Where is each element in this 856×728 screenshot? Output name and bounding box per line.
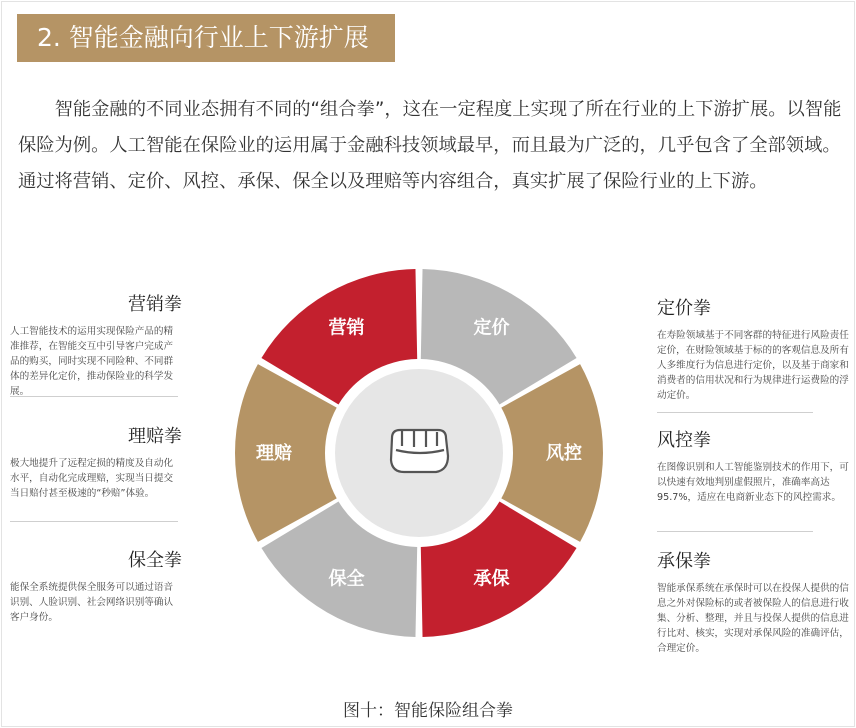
section-title: 2. 智能金融向行业上下游扩展	[17, 14, 395, 62]
underwriting-title: 承保拳	[657, 551, 711, 572]
preservation-desc: 能保全系统提供保全服务可以通过语音识别、人脸识别、社会网络识别等确认客户身份。	[10, 582, 174, 623]
pricing-desc: 在寿险领域基于不同客群的特征进行风险责任定价，在财险领域基于标的的客观信息及所有人多维度行为信息进行定价，以及基于商家和消费者的信用状况和行为规律进行运费险的浮动定价。	[657, 330, 849, 401]
preservation-title: 保全拳	[128, 550, 182, 571]
wheel-segment-label-4: 承保	[473, 568, 510, 590]
intro-text: 智能金融的不同业态拥有不同的“组合拳”，这在一定程度上实现了所在行业的上下游扩展。以智能保险为例。人工智能在保险业的运用属于金融科技领域最早，而且最为广泛的，几乎包含了全部领域。通过将营销、定价、风控、承保、保全以及理赔等内容组合，真实扩展了保险行业的上下游。	[18, 99, 842, 192]
wheel-segment-label-2: 定价	[473, 317, 510, 339]
wheel-segment-label-6: 理赔	[256, 443, 292, 464]
wheel-segment-label-1: 营销	[328, 317, 365, 339]
marketing-title: 营销拳	[128, 294, 182, 315]
risk-desc: 在图像识别和人工智能鉴别技术的作用下，可以快速有效地判别虚假照片，准确率高达95.7%，适应在电商新业态下的风控需求。	[657, 462, 849, 503]
claims-title: 理赔拳	[128, 426, 182, 447]
figure-caption: 图十：智能保险组合拳	[343, 701, 513, 721]
claims-desc: 极大地提升了远程定损的精度及自动化水平，自动化完成理赔，实现当日提交当日赔付甚至极速的“秒赔”体验。	[10, 458, 174, 499]
underwriting-desc: 智能承保系统在承保时可以在投保人提供的信息之外对保险标的或者被保险人的信息进行收集、分析、整理，并且与投保人提供的信息进行比对、核实，实现对承保风险的准确评估，合理定价。	[657, 583, 849, 654]
pricing-title: 定价拳	[657, 298, 711, 319]
risk-title: 风控拳	[657, 430, 711, 451]
wheel-segment-label-3: 风控	[546, 443, 582, 464]
fist-icon	[391, 430, 448, 472]
wheel-segment-label-5: 保全	[328, 568, 365, 590]
marketing-desc: 人工智能技术的运用实现保险产品的精准推荐，在智能交互中引导客户完成产品的购买，同时实现不同险种、不同群体的差异化定价，推动保险业的科学发展。	[10, 326, 174, 397]
